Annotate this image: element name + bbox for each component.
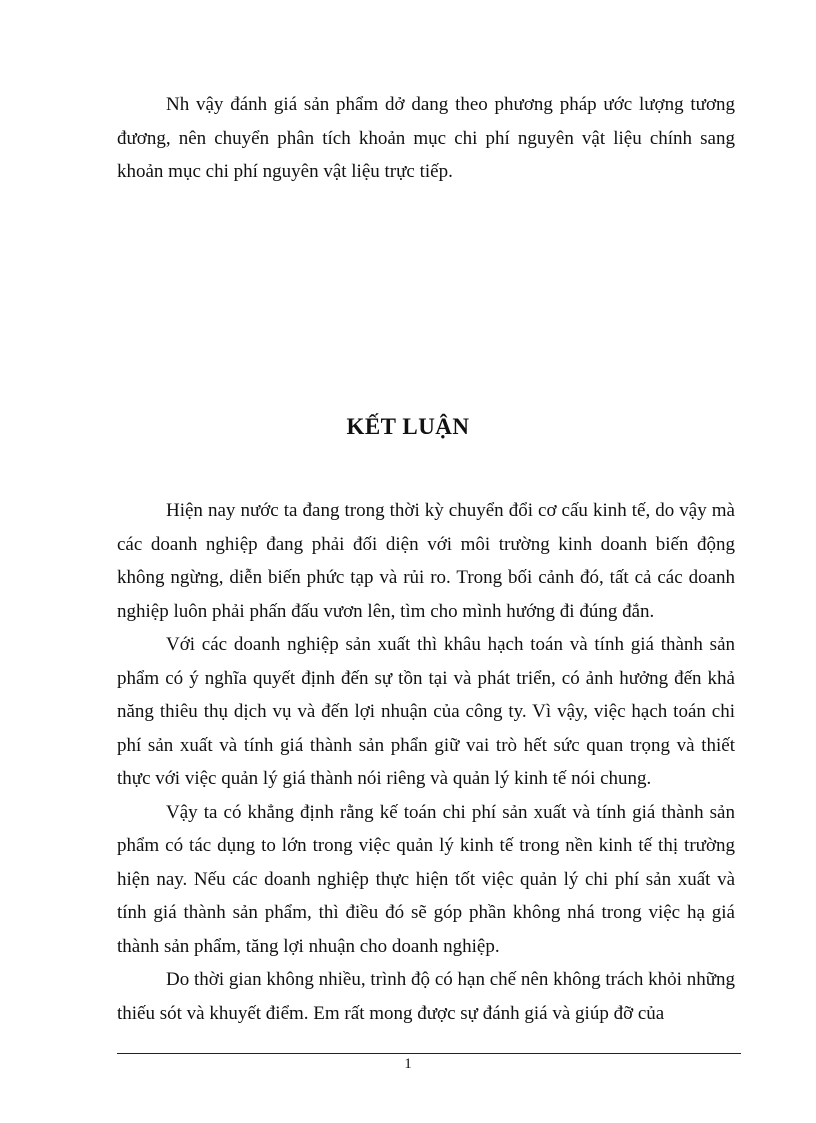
intro-paragraph: Nh vậy đánh giá sản phẩm dở dang theo phương pháp ước lượng tương đương, nên chuyển phân tích khoản mục chi phí nguyên vật liệu chính sang khoản mục chi phí nguyên vật liệu trực tiếp. — [117, 94, 735, 182]
paragraph: Với các doanh nghiệp sản xuất thì khâu hạch toán và tính giá thành sản phẩm có ý nghĩa quyết định đến sự tồn tại và phát triển, có ảnh hưởng đến khả năng thiêu thụ dịch vụ và đến lợi nhuận của công ty. Vì vậy, việc hạch toán chi phí sản xuất và tính giá thành sản phẩn giữ vai trò hết sức quan trọng và thiết thực với việc quản lý giá thành nói riêng và quản lý kinh tế nói chung. — [117, 634, 735, 789]
page-number: 1 — [404, 1056, 412, 1072]
conclusion-body — [117, 494, 735, 1030]
section-heading: KẾT LUẬN — [346, 414, 470, 439]
paragraph: Do thời gian không nhiều, trình độ có hạn chế nên không trách khỏi những thiếu sót và khuyết điểm. Em rất mong được sự đánh giá và giúp đỡ của — [117, 969, 735, 1024]
paragraph: Hiện nay nước ta đang trong thời kỳ chuyển đổi cơ cấu kinh tế, do vậy mà các doanh nghiệp đang phải đối diện với môi trường kinh doanh biến động không ngừng, diễn biến phức tạp và rủi ro. Trong bối cảnh đó, tất cả các doanh nghiệp luôn phải phấn đấu vươn lên, tìm cho mình hướng đi đúng đắn. — [117, 500, 735, 622]
paragraph: Vậy ta có khẳng định rằng kế toán chi phí sản xuất và tính giá thành sản phẩm có tác dụng to lớn trong việc quản lý kinh tế trong nền kinh tế thị trường hiện nay. Nếu các doanh nghiệp thực hiện tốt việc quản lý chi phí sản xuất và tính giá thành sản phẩm, thì điều đó sẽ góp phần không nhá trong việc hạ giá thành sản phẩm, tăng lợi nhuận cho doanh nghiệp. — [117, 801, 735, 957]
footer-divider — [117, 1053, 741, 1054]
